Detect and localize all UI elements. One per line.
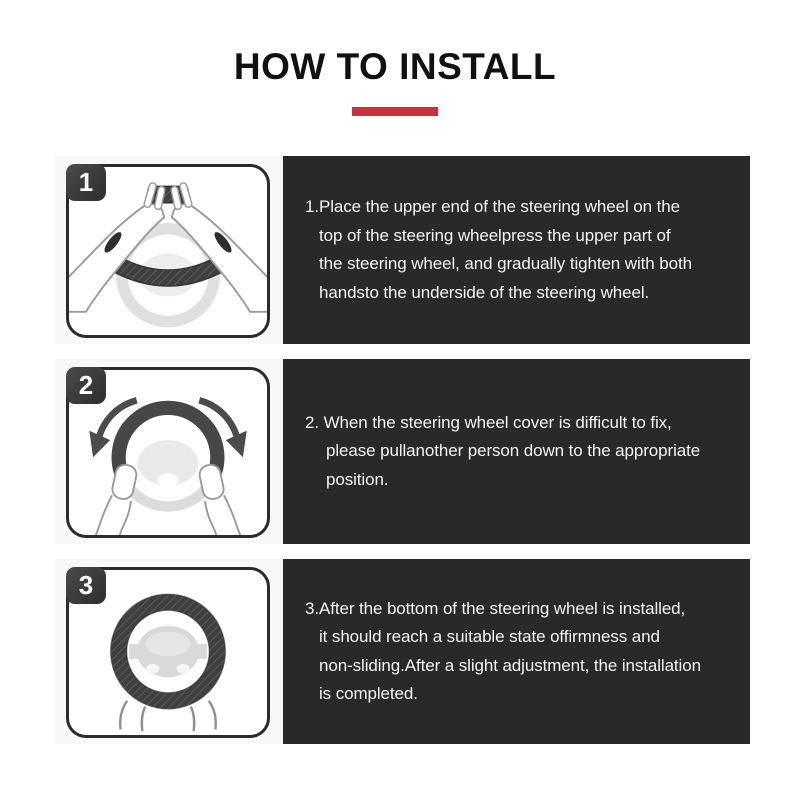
step-text-line: 3.After the bottom of the steering wheel is installed, <box>305 598 686 618</box>
step-row-2 <box>55 359 750 544</box>
title-underline-bar <box>352 107 438 116</box>
step-3-figure <box>55 559 283 744</box>
step-row-3 <box>55 559 750 744</box>
step-row-1 <box>55 156 750 344</box>
step-text-line: please pullanother person down to the appropriate <box>326 441 701 461</box>
install-guide <box>0 46 790 744</box>
step-text-line: it should reach a suitable state offirmness and <box>319 627 660 646</box>
step-1-figure <box>55 156 283 344</box>
step-3-text-panel <box>283 559 750 744</box>
step-2-number-badge: 2 <box>66 367 106 404</box>
step-text-line: the steering wheel, and gradually tighten with both <box>319 254 692 273</box>
step-1-text-panel <box>283 156 750 344</box>
step-1-number-badge: 1 <box>66 164 106 201</box>
install-steps <box>0 156 790 744</box>
step-text-line: top of the steering wheelpress the upper part of <box>319 225 671 245</box>
step-text-line: handsto the underside of the steering wheel. <box>319 282 650 302</box>
step-2-text-panel <box>283 359 750 544</box>
step-text-line: is completed. <box>319 684 418 703</box>
step-3-number-badge: 3 <box>66 567 106 604</box>
step-text-line: 2. When the steering wheel cover is difficult to fix, <box>305 412 672 432</box>
step-2-figure <box>55 359 283 544</box>
step-text-line: position. <box>326 469 389 489</box>
page-title: HOW TO INSTALL <box>233 46 557 87</box>
step-text-line: 1.Place the upper end of the steering wheel on the <box>305 197 680 216</box>
step-text-line: non-sliding.After a slight adjustment, the installation <box>319 655 701 675</box>
